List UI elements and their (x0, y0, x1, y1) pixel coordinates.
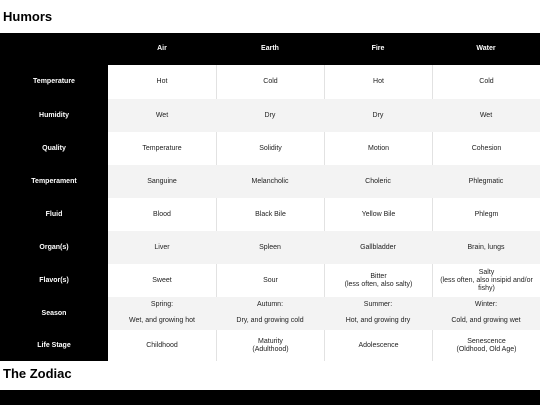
table-cell: Melancholic (216, 165, 324, 198)
table-cell: Wet (432, 99, 540, 132)
column-header-fire: Fire (324, 33, 432, 65)
zodiac-table-header (0, 390, 540, 405)
table-cell: Phlegm (432, 198, 540, 231)
season-name: Summer: (363, 301, 393, 308)
season-description: Cold, and growing wet (451, 317, 521, 324)
table-cell: Wet (108, 99, 216, 132)
column-header-air: Air (108, 33, 216, 65)
zodiac-section-title: The Zodiac (3, 366, 72, 381)
row-header-season: Season (0, 297, 108, 330)
table-cell: Phlegmatic (432, 165, 540, 198)
table-cell: Childhood (108, 330, 216, 361)
column-header-earth: Earth (216, 33, 324, 65)
table-cell: Sour (216, 264, 324, 297)
season-name: Autumn: (256, 301, 284, 308)
table-cell: Dry (324, 99, 432, 132)
row-header-life-stage: Life Stage (0, 330, 108, 361)
humors-section-title: Humors (3, 9, 53, 24)
season-description: Dry, and growing cold (236, 317, 304, 324)
table-cell: Senescence (Oldhood, Old Age) (432, 330, 540, 361)
row-header-flavors: Flavor(s) (0, 264, 108, 297)
table-cell: Dry (216, 99, 324, 132)
table-cell: Solidity (216, 132, 324, 165)
table-cell: Yellow Bile (324, 198, 432, 231)
table-cell (324, 297, 432, 330)
table-cell: Sweet (108, 264, 216, 297)
table-cell: Hot (324, 65, 432, 99)
table-cell: Sanguine (108, 165, 216, 198)
table-cell: Choleric (324, 165, 432, 198)
table-cell: Cold (432, 65, 540, 99)
row-header-fluid: Fluid (0, 198, 108, 231)
table-cell (432, 297, 540, 330)
table-cell: Cold (216, 65, 324, 99)
table-cell: Maturity (Adulthood) (216, 330, 324, 361)
table-cell: Salty (less often, also insipid and/or fishy) (432, 264, 540, 297)
table-cell (108, 297, 216, 330)
table-cell: Brain, lungs (432, 231, 540, 264)
table-cell: Cohesion (432, 132, 540, 165)
row-header-organs: Organ(s) (0, 231, 108, 264)
humors-table (0, 33, 540, 357)
season-description: Wet, and growing hot (128, 317, 196, 324)
table-cell: Motion (324, 132, 432, 165)
table-cell: Gallbladder (324, 231, 432, 264)
row-header-quality: Quality (0, 132, 108, 165)
table-cell: Spleen (216, 231, 324, 264)
table-cell: Blood (108, 198, 216, 231)
season-name: Spring: (150, 301, 174, 308)
row-header-humidity: Humidity (0, 99, 108, 132)
season-description: Hot, and growing dry (345, 317, 411, 324)
table-cell (216, 297, 324, 330)
table-cell: Black Bile (216, 198, 324, 231)
table-cell: Bitter (less often, also salty) (324, 264, 432, 297)
table-cell: Adolescence (324, 330, 432, 361)
table-cell: Liver (108, 231, 216, 264)
season-name: Winter: (474, 301, 498, 308)
column-header-water: Water (432, 33, 540, 65)
table-cell: Temperature (108, 132, 216, 165)
table-cell: Hot (108, 65, 216, 99)
row-header-temperament: Temperament (0, 165, 108, 198)
row-header-temperature: Temperature (0, 65, 108, 99)
table-corner (0, 33, 108, 65)
